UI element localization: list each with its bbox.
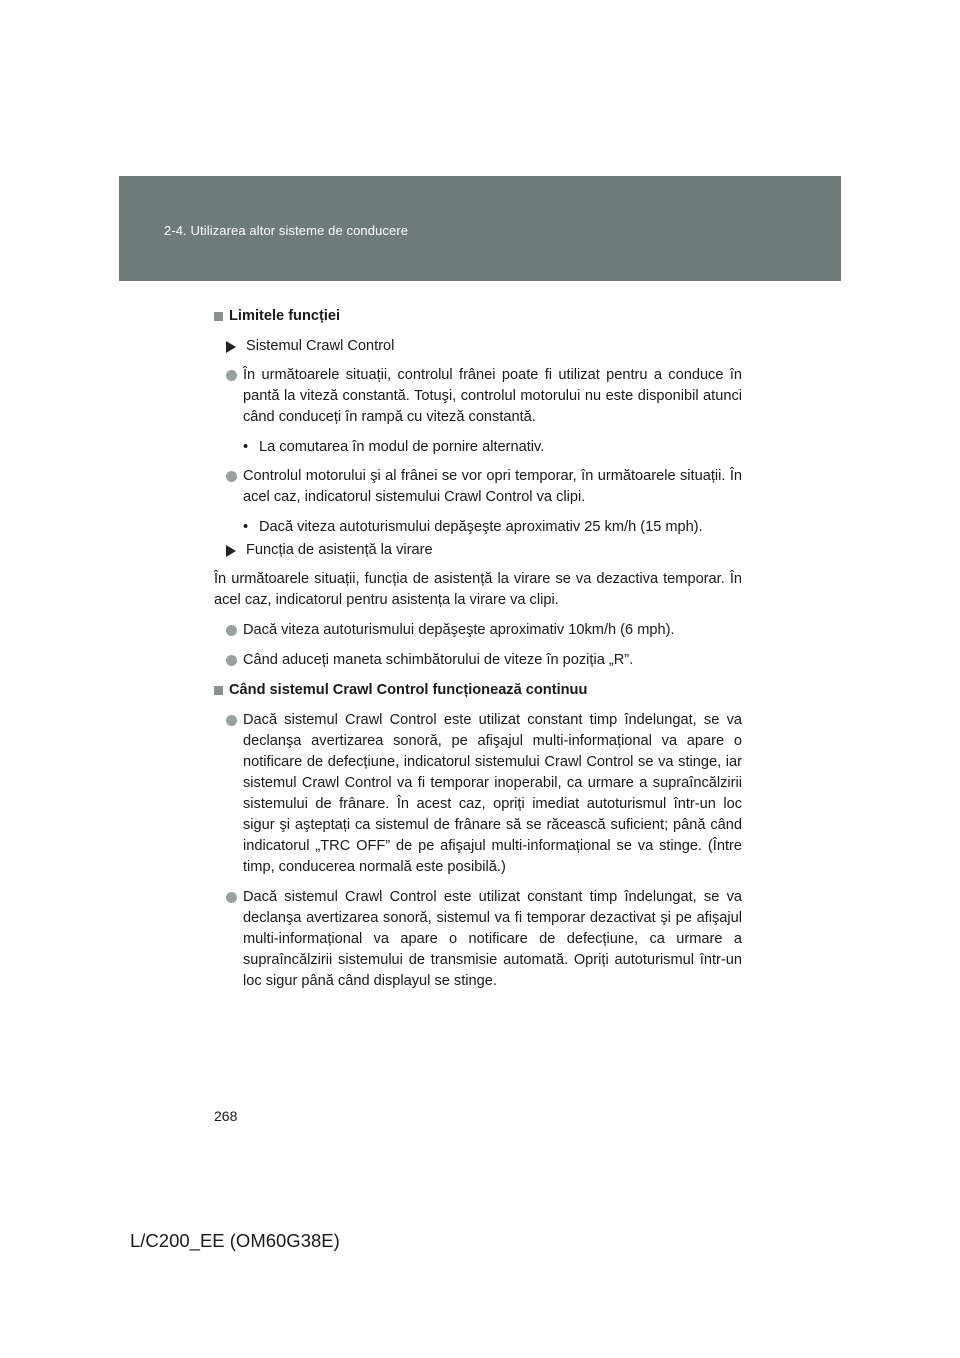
section-title: 2-4. Utilizarea altor sisteme de conducere: [164, 223, 409, 238]
list-item: Dacă sistemul Crawl Control este utilizat constant timp îndelungat, se va declanşa avertizarea sonoră, sistemul va fi temporar dezactivat şi pe afişajul multi-informațional va apare o notificare de defecțiune, ca urmare a supraîncălzirii sistemului de transmisie automată. Opriți autoturismul într-un loc sigur până când displayul se stinge.: [226, 887, 742, 992]
square-bullet-icon: [214, 686, 223, 695]
small-bullet-icon: •: [243, 519, 249, 535]
small-bullet-icon: •: [243, 439, 249, 455]
list-item: Dacă viteza autoturismului depăşeşte aproximativ 10km/h (6 mph).: [226, 620, 742, 641]
subsection-crawl-control: Sistemul Crawl Control: [226, 336, 742, 357]
circle-bullet-icon: [226, 892, 237, 903]
circle-bullet-icon: [226, 715, 237, 726]
list-item: Controlul motorului şi al frânei se vor opri temporar, în următoarele situații. În acel caz, indicatorul sistemului Crawl Control va clipi.: [226, 466, 742, 508]
square-bullet-icon: [214, 312, 223, 321]
document-code: L/C200_EE (OM60G38E): [130, 1230, 340, 1251]
paragraph: În următoarele situații, funcția de asistență la virare se va dezactiva temporar. În acel caz, indicatorul pentru asistența la virare va clipi.: [214, 571, 742, 608]
content: [214, 306, 742, 1001]
sub-list-item: • La comutarea în modul de pornire alternativ.: [243, 437, 742, 458]
page-number: 268: [214, 1108, 238, 1124]
circle-bullet-icon: [226, 655, 237, 666]
list-item: Dacă sistemul Crawl Control este utilizat constant timp îndelungat, se va declanşa avertizarea sonoră, pe afişajul multi-informațional va apare o notificare de defecțiune, indicatorul sistemului Crawl Control se va stinge, iar sistemul Crawl Control va fi temporar inoperabil, ca urmare a supraîncălzirii sistemului de frânare. În acest caz, opriți imediat autoturismul într-un loc sigur şi aşteptați ca sistemul de frânare să se răcească suficient; până când indicatorul „TRC OFF” de pe afişajul multi-informațional se va stinge. (Între timp, conducerea normală este posibilă.): [226, 710, 742, 878]
header-band: [119, 176, 841, 281]
section-heading-continuous: Când sistemul Crawl Control funcționează continuu: [214, 680, 742, 701]
sub-list-item: • Dacă viteza autoturismului depăşeşte aproximativ 25 km/h (15 mph).: [243, 517, 742, 538]
list-item: Când aduceți maneta schimbătorului de viteze în poziția „R”.: [226, 650, 742, 671]
circle-bullet-icon: [226, 471, 237, 482]
arrow-right-icon: [226, 341, 236, 353]
list-item: În următoarele situații, controlul frânei poate fi utilizat pentru a conduce în pantă la viteză constantă. Totuşi, controlul motorului nu este disponibil atunci când conduceți în rampă cu viteză constantă.: [226, 365, 742, 428]
subsection-turn-assist: Funcția de asistență la virare: [226, 540, 742, 561]
circle-bullet-icon: [226, 370, 237, 381]
arrow-right-icon: [226, 545, 236, 557]
circle-bullet-icon: [226, 625, 237, 636]
section-heading-limits: Limitele funcției: [214, 306, 742, 327]
